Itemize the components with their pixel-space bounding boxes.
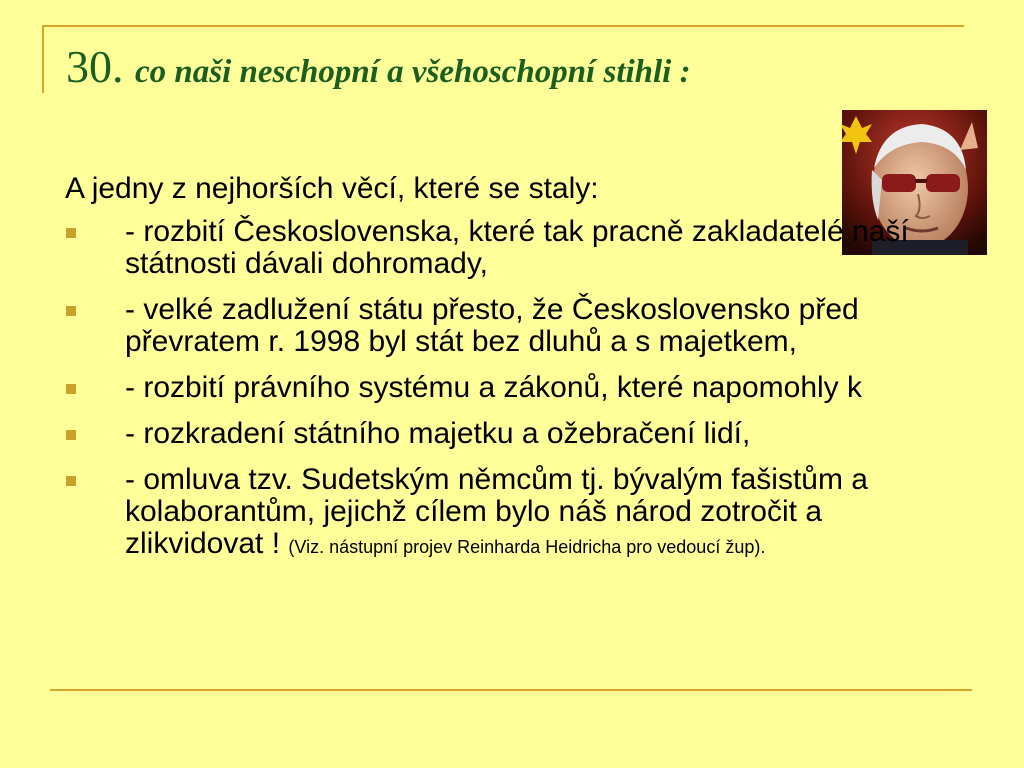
bullet-item-5 bbox=[0, 464, 1024, 560]
bullet-item-4 bbox=[0, 418, 1024, 450]
bullet-item-3 bbox=[0, 372, 1024, 404]
bullet-text: - rozbití právního systému a zákonů, které napomohly k bbox=[125, 371, 863, 404]
bullet-marker bbox=[66, 228, 76, 238]
bullet-text: - rozkradení státního majetku a ožebračení lidí, bbox=[125, 417, 751, 450]
title-number: 30. bbox=[66, 41, 124, 92]
bullet-text: - rozbití Československa, které tak pracně zakladatelé naší státnosti dávali dohromady, bbox=[125, 215, 909, 280]
bottom-rule-line bbox=[50, 689, 972, 691]
bullet-item-1 bbox=[0, 216, 1024, 280]
bullet-marker bbox=[66, 430, 76, 440]
bullet-marker bbox=[66, 384, 76, 394]
bullet-marker bbox=[66, 306, 76, 316]
slide-title bbox=[66, 41, 691, 92]
bullet-marker bbox=[66, 476, 76, 486]
bullet-item-2 bbox=[0, 294, 1024, 358]
bullet-note: (Viz. nástupní projev Reinharda Heidricha pro vedoucí žup). bbox=[288, 537, 766, 557]
bullet-list bbox=[0, 216, 1024, 574]
bullet-text: - omluva tzv. Sudetským němcům tj. bývalým fašistům a kolaborantům, jejichž cílem bylo náš národ zotročit a zlikvidovat ! bbox=[125, 463, 868, 560]
intro-text: A jedny z nejhorších věcí, které se staly: bbox=[65, 172, 599, 205]
title-text: co naši neschopní a všehoschopní stihli : bbox=[135, 54, 691, 90]
bullet-text: - velké zadlužení státu přesto, že Československo před převratem r. 1998 byl stát bez dluhů a s majetkem, bbox=[125, 293, 859, 358]
frame-left-line bbox=[42, 25, 44, 93]
frame-top-line bbox=[42, 25, 964, 27]
